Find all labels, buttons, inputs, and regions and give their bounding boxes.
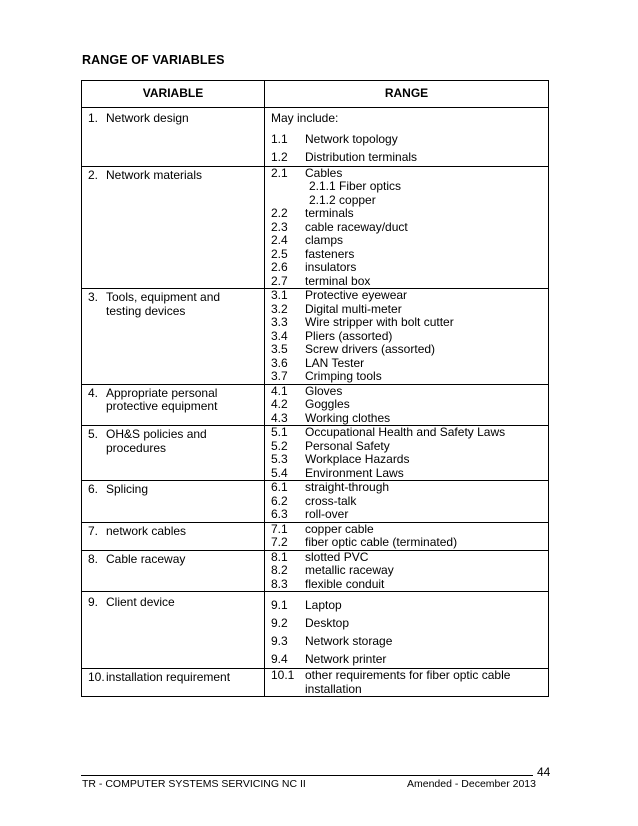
range-item-number: 6.3 bbox=[271, 507, 288, 521]
variable-name: Tools, equipment and testing devices bbox=[106, 290, 221, 318]
range-item bbox=[271, 207, 544, 221]
range-item-text: Protective eyewear bbox=[305, 288, 408, 302]
range-subitem bbox=[271, 194, 544, 208]
range-item-text: Gloves bbox=[305, 383, 343, 398]
range-item-text: Occupational Health and Safety Laws bbox=[305, 425, 506, 439]
range-item bbox=[271, 412, 544, 426]
range-item-number: 9.4 bbox=[271, 652, 288, 666]
range-item bbox=[271, 148, 544, 166]
table-row bbox=[82, 166, 549, 289]
variable-number: 3. bbox=[88, 290, 99, 304]
range-item bbox=[271, 167, 544, 181]
table-row bbox=[82, 669, 549, 697]
range-item-text: Pliers (assorted) bbox=[305, 328, 393, 343]
range-item-text: cross-talk bbox=[305, 493, 357, 508]
table-row bbox=[82, 550, 549, 592]
range-item bbox=[271, 596, 544, 614]
range-item-number: 2.7 bbox=[271, 273, 288, 288]
range-item bbox=[271, 669, 544, 696]
range-item bbox=[271, 330, 544, 344]
range-item-text: Wire stripper with bolt cutter bbox=[305, 315, 454, 329]
range-item bbox=[271, 130, 544, 148]
variable-number: 6. bbox=[88, 482, 99, 496]
variable-name: network cables bbox=[106, 523, 187, 538]
range-item-number: 1.2 bbox=[271, 149, 288, 164]
range-item-number: 3.6 bbox=[271, 355, 288, 370]
range-item-number: 5.3 bbox=[271, 452, 288, 466]
range-of-variables-table bbox=[81, 80, 549, 697]
range-item bbox=[271, 523, 544, 537]
range-item-number: 7.2 bbox=[271, 535, 288, 549]
range-item bbox=[271, 495, 544, 509]
range-item-text: Distribution terminals bbox=[305, 149, 418, 164]
range-item-number: 4.1 bbox=[271, 383, 288, 398]
range-item-text: slotted PVC bbox=[305, 549, 369, 564]
range-item bbox=[271, 398, 544, 412]
range-item-text: Goggles bbox=[305, 397, 350, 411]
range-item-text: metallic raceway bbox=[305, 563, 394, 577]
range-item-text: terminal box bbox=[305, 273, 371, 288]
range-item bbox=[271, 248, 544, 262]
variable-cell bbox=[82, 669, 265, 697]
range-item-number: 3.7 bbox=[271, 369, 288, 383]
range-item-number: 5.2 bbox=[271, 438, 288, 453]
range-item-number: 8.2 bbox=[271, 563, 288, 577]
table-row bbox=[82, 426, 549, 481]
range-item-text: Cables bbox=[305, 165, 343, 180]
variable-name: Network materials bbox=[106, 167, 203, 182]
range-cell bbox=[265, 522, 549, 550]
range-item bbox=[271, 578, 544, 592]
range-item-text: Laptop bbox=[305, 598, 342, 612]
range-item-text: straight-through bbox=[305, 480, 390, 494]
range-item-text: roll-over bbox=[305, 507, 349, 521]
range-item-number: 2.2 bbox=[271, 206, 288, 220]
variable-cell bbox=[82, 481, 265, 523]
range-item bbox=[271, 343, 544, 357]
range-item bbox=[271, 481, 544, 495]
range-item-text: cable raceway/duct bbox=[305, 219, 408, 234]
range-item bbox=[271, 303, 544, 317]
range-item-number: 9.3 bbox=[271, 634, 288, 648]
range-item-number: 10.1 bbox=[271, 668, 295, 682]
variable-cell bbox=[82, 384, 265, 426]
range-item-number: 5.1 bbox=[271, 425, 288, 439]
variable-cell bbox=[82, 550, 265, 592]
range-item-text: flexible conduit bbox=[305, 576, 385, 591]
range-item-text: Environment Laws bbox=[305, 465, 404, 480]
range-item bbox=[271, 614, 544, 632]
range-item-number: 6.1 bbox=[271, 480, 288, 494]
range-item-number: 9.2 bbox=[271, 616, 288, 630]
variable-number: 5. bbox=[88, 427, 99, 441]
range-item bbox=[271, 357, 544, 371]
variable-name: Client device bbox=[106, 595, 175, 609]
footer-document-title: TR - COMPUTER SYSTEMS SERVICING NC II bbox=[82, 778, 306, 790]
range-item-number: 9.1 bbox=[271, 598, 288, 612]
range-item bbox=[271, 370, 544, 384]
range-item-text: insulators bbox=[305, 260, 357, 274]
variable-name: Cable raceway bbox=[106, 551, 186, 566]
range-item-text: clamps bbox=[305, 233, 344, 247]
table-row bbox=[82, 522, 549, 550]
range-item-text: 2.1.1 Fiber optics bbox=[309, 179, 402, 193]
range-item bbox=[271, 316, 544, 330]
footer-rule bbox=[81, 775, 533, 776]
range-item-number: 3.3 bbox=[271, 315, 288, 329]
range-item-text: Desktop bbox=[305, 616, 350, 630]
range-item-number: 8.3 bbox=[271, 576, 288, 591]
range-item-number: 5.4 bbox=[271, 465, 288, 480]
range-cell bbox=[265, 481, 549, 523]
variable-cell bbox=[82, 289, 265, 385]
range-item bbox=[271, 385, 544, 399]
variable-name: installation requirement bbox=[106, 670, 231, 684]
range-cell bbox=[265, 426, 549, 481]
range-item-text: Network storage bbox=[305, 634, 393, 648]
range-item-text: Screw drivers (assorted) bbox=[305, 342, 436, 356]
range-item-number bbox=[271, 180, 305, 194]
range-subitem bbox=[271, 180, 544, 194]
range-item-number: 1.1 bbox=[271, 131, 288, 146]
range-item bbox=[271, 564, 544, 578]
range-cell bbox=[265, 108, 549, 167]
variable-number: 4. bbox=[88, 385, 99, 400]
range-item-number: 8.1 bbox=[271, 549, 288, 564]
range-item-number: 2.3 bbox=[271, 219, 288, 234]
variable-number: 9. bbox=[88, 595, 99, 609]
range-item bbox=[271, 508, 544, 522]
range-item-number: 4.2 bbox=[271, 397, 288, 411]
range-item-number: 4.3 bbox=[271, 410, 288, 425]
range-item-text: Personal Safety bbox=[305, 438, 390, 453]
table-row bbox=[82, 289, 549, 385]
range-item-text: 2.1.2 copper bbox=[309, 192, 376, 207]
range-item-number: 2.6 bbox=[271, 260, 288, 274]
variable-cell bbox=[82, 166, 265, 289]
range-item-number: 3.2 bbox=[271, 301, 288, 316]
table-row bbox=[82, 592, 549, 669]
range-item bbox=[271, 234, 544, 248]
range-item bbox=[271, 650, 544, 668]
range-cell bbox=[265, 289, 549, 385]
range-item-text: Digital multi-meter bbox=[305, 301, 402, 316]
header-range: RANGE bbox=[265, 81, 549, 108]
table-header-row bbox=[82, 81, 549, 108]
range-item bbox=[271, 467, 544, 481]
table-row bbox=[82, 384, 549, 426]
variable-number: 10. bbox=[88, 670, 105, 684]
page-number: 44 bbox=[537, 765, 551, 779]
range-item-text: copper cable bbox=[305, 521, 374, 536]
range-item-text: terminals bbox=[305, 206, 354, 220]
range-cell bbox=[265, 384, 549, 426]
range-item-number bbox=[271, 194, 305, 208]
variable-name: OH&S policies and procedures bbox=[106, 427, 207, 455]
range-item-number: 3.4 bbox=[271, 328, 288, 343]
range-item bbox=[271, 453, 544, 467]
page-heading: RANGE OF VARIABLES bbox=[82, 53, 225, 67]
range-item-number: 3.1 bbox=[271, 288, 288, 302]
range-cell bbox=[265, 550, 549, 592]
range-item bbox=[271, 440, 544, 454]
table-row bbox=[82, 108, 549, 167]
footer-amendment-date: Amended - December 2013 bbox=[407, 778, 536, 790]
header-variable: VARIABLE bbox=[82, 81, 265, 108]
range-item bbox=[271, 551, 544, 565]
variable-number: 1. bbox=[88, 111, 99, 125]
range-item-number: 2.4 bbox=[271, 233, 288, 247]
variable-number: 2. bbox=[88, 167, 99, 182]
range-item-number: 2.5 bbox=[271, 246, 288, 261]
range-item bbox=[271, 426, 544, 440]
variable-name: Appropriate personal protective equipment bbox=[106, 385, 218, 413]
range-cell bbox=[265, 592, 549, 669]
variable-cell bbox=[82, 108, 265, 167]
range-item-number: 3.5 bbox=[271, 342, 288, 356]
range-item-text: Crimping tools bbox=[305, 369, 382, 383]
range-item-text: other requirements for fiber optic cable installation bbox=[305, 668, 511, 696]
variable-name: Network design bbox=[106, 111, 189, 125]
range-item-text: fasteners bbox=[305, 246, 355, 261]
table-row bbox=[82, 481, 549, 523]
range-intro: May include: bbox=[271, 111, 339, 125]
range-item-number: 7.1 bbox=[271, 521, 288, 536]
range-item bbox=[271, 275, 544, 289]
range-item-number: 6.2 bbox=[271, 493, 288, 508]
variable-name: Splicing bbox=[106, 482, 149, 496]
range-item-text: Network printer bbox=[305, 652, 387, 666]
range-item bbox=[271, 536, 544, 550]
range-cell bbox=[265, 166, 549, 289]
variable-number: 8. bbox=[88, 551, 99, 566]
range-item bbox=[271, 221, 544, 235]
range-item bbox=[271, 261, 544, 275]
variable-cell bbox=[82, 592, 265, 669]
range-item-text: Workplace Hazards bbox=[305, 452, 410, 466]
range-item-text: LAN Tester bbox=[305, 355, 365, 370]
range-item-text: Network topology bbox=[305, 131, 398, 146]
range-item bbox=[271, 289, 544, 303]
variable-cell bbox=[82, 426, 265, 481]
variable-number: 7. bbox=[88, 523, 99, 538]
range-item-text: fiber optic cable (terminated) bbox=[305, 535, 458, 549]
range-item-text: Working clothes bbox=[305, 410, 391, 425]
range-cell bbox=[265, 669, 549, 697]
variable-cell bbox=[82, 522, 265, 550]
range-item-number: 2.1 bbox=[271, 165, 288, 180]
range-item bbox=[271, 632, 544, 650]
